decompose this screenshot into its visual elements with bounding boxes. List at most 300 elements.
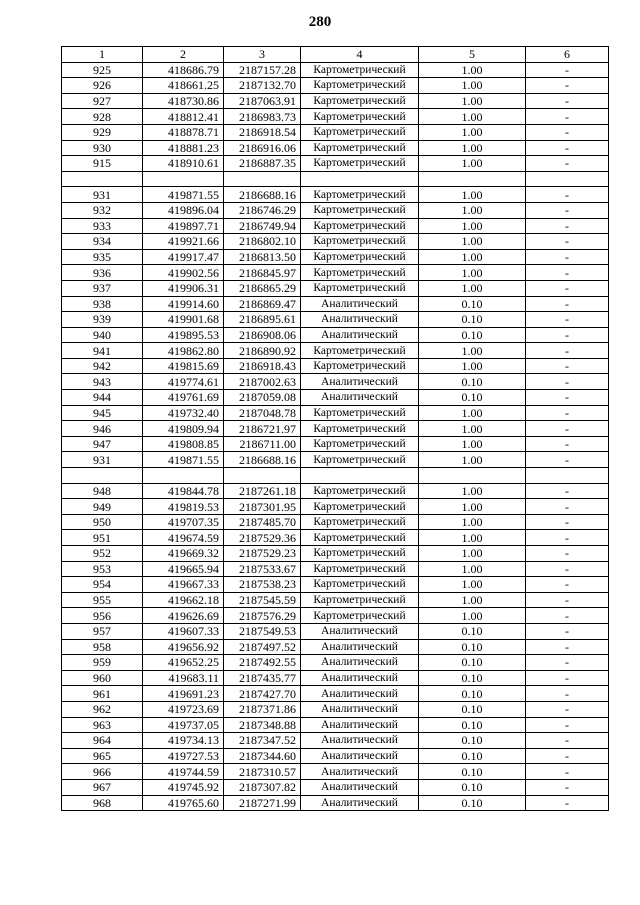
accuracy-cell bbox=[419, 171, 526, 187]
accuracy-cell: 1.00 bbox=[419, 421, 526, 437]
y-coordinate-cell: 2187533.67 bbox=[224, 561, 301, 577]
table-row bbox=[62, 296, 609, 312]
y-coordinate-cell: 2186845.97 bbox=[224, 265, 301, 281]
x-coordinate-cell: 418661.25 bbox=[143, 78, 224, 94]
table-row bbox=[62, 655, 609, 671]
y-coordinate-cell: 2187485.70 bbox=[224, 514, 301, 530]
x-coordinate-cell: 419607.33 bbox=[143, 623, 224, 639]
accuracy-cell: 1.00 bbox=[419, 530, 526, 546]
note-cell: - bbox=[526, 436, 609, 452]
accuracy-cell: 1.00 bbox=[419, 78, 526, 94]
x-coordinate-cell: 419669.32 bbox=[143, 546, 224, 562]
y-coordinate-cell: 2187132.70 bbox=[224, 78, 301, 94]
point-number-cell: 950 bbox=[62, 514, 143, 530]
column-header: 5 bbox=[419, 47, 526, 63]
x-coordinate-cell: 418730.86 bbox=[143, 93, 224, 109]
coordinates-table bbox=[61, 46, 609, 811]
accuracy-cell: 1.00 bbox=[419, 436, 526, 452]
accuracy-cell: 1.00 bbox=[419, 265, 526, 281]
note-cell: - bbox=[526, 156, 609, 172]
point-number-cell: 928 bbox=[62, 109, 143, 125]
method-cell: Аналитический bbox=[301, 686, 419, 702]
point-number-cell: 933 bbox=[62, 218, 143, 234]
table-row bbox=[62, 249, 609, 265]
note-cell: - bbox=[526, 249, 609, 265]
note-cell: - bbox=[526, 530, 609, 546]
point-number-cell: 961 bbox=[62, 686, 143, 702]
accuracy-cell: 1.00 bbox=[419, 514, 526, 530]
note-cell: - bbox=[526, 779, 609, 795]
note-cell: - bbox=[526, 717, 609, 733]
note-cell: - bbox=[526, 218, 609, 234]
method-cell: Картометрический bbox=[301, 608, 419, 624]
y-coordinate-cell: 2187497.52 bbox=[224, 639, 301, 655]
page-number: 280 bbox=[308, 14, 332, 30]
table-row bbox=[62, 312, 609, 328]
method-cell: Картометрический bbox=[301, 78, 419, 94]
x-coordinate-cell: 419691.23 bbox=[143, 686, 224, 702]
x-coordinate-cell: 419732.40 bbox=[143, 405, 224, 421]
y-coordinate-cell: 2187576.29 bbox=[224, 608, 301, 624]
point-number-cell: 956 bbox=[62, 608, 143, 624]
table-row bbox=[62, 436, 609, 452]
method-cell: Картометрический bbox=[301, 499, 419, 515]
x-coordinate-cell: 419683.11 bbox=[143, 670, 224, 686]
y-coordinate-cell bbox=[224, 171, 301, 187]
method-cell: Аналитический bbox=[301, 296, 419, 312]
accuracy-cell: 1.00 bbox=[419, 93, 526, 109]
y-coordinate-cell: 2186983.73 bbox=[224, 109, 301, 125]
y-coordinate-cell: 2187435.77 bbox=[224, 670, 301, 686]
table-row bbox=[62, 748, 609, 764]
y-coordinate-cell: 2187344.60 bbox=[224, 748, 301, 764]
point-number-cell: 927 bbox=[62, 93, 143, 109]
point-number-cell: 949 bbox=[62, 499, 143, 515]
method-cell: Картометрический bbox=[301, 421, 419, 437]
accuracy-cell: 0.10 bbox=[419, 779, 526, 795]
x-coordinate-cell: 419656.92 bbox=[143, 639, 224, 655]
method-cell: Картометрический bbox=[301, 436, 419, 452]
accuracy-cell: 1.00 bbox=[419, 483, 526, 499]
y-coordinate-cell: 2187545.59 bbox=[224, 592, 301, 608]
column-header: 2 bbox=[143, 47, 224, 63]
y-coordinate-cell: 2186749.94 bbox=[224, 218, 301, 234]
note-cell: - bbox=[526, 405, 609, 421]
table-row bbox=[62, 639, 609, 655]
x-coordinate-cell: 419815.69 bbox=[143, 358, 224, 374]
method-cell: Картометрический bbox=[301, 187, 419, 203]
point-number-cell: 955 bbox=[62, 592, 143, 608]
accuracy-cell: 0.10 bbox=[419, 655, 526, 671]
table-row bbox=[62, 717, 609, 733]
point-number-cell: 944 bbox=[62, 390, 143, 406]
accuracy-cell: 1.00 bbox=[419, 499, 526, 515]
table-row bbox=[62, 140, 609, 156]
y-coordinate-cell: 2186890.92 bbox=[224, 343, 301, 359]
x-coordinate-cell bbox=[143, 171, 224, 187]
note-cell: - bbox=[526, 577, 609, 593]
y-coordinate-cell: 2186895.61 bbox=[224, 312, 301, 328]
table-row bbox=[62, 405, 609, 421]
table-row bbox=[62, 468, 609, 484]
column-header: 6 bbox=[526, 47, 609, 63]
y-coordinate-cell: 2186746.29 bbox=[224, 202, 301, 218]
table-row bbox=[62, 358, 609, 374]
x-coordinate-cell: 419665.94 bbox=[143, 561, 224, 577]
note-cell: - bbox=[526, 546, 609, 562]
y-coordinate-cell: 2187549.53 bbox=[224, 623, 301, 639]
table-row bbox=[62, 499, 609, 515]
y-coordinate-cell: 2187307.82 bbox=[224, 779, 301, 795]
method-cell: Аналитический bbox=[301, 670, 419, 686]
accuracy-cell: 1.00 bbox=[419, 577, 526, 593]
column-header: 4 bbox=[301, 47, 419, 63]
method-cell: Картометрический bbox=[301, 530, 419, 546]
point-number-cell: 965 bbox=[62, 748, 143, 764]
method-cell: Аналитический bbox=[301, 764, 419, 780]
x-coordinate-cell: 419897.71 bbox=[143, 218, 224, 234]
point-number-cell: 940 bbox=[62, 327, 143, 343]
y-coordinate-cell bbox=[224, 468, 301, 484]
point-number-cell: 925 bbox=[62, 62, 143, 78]
table-row bbox=[62, 421, 609, 437]
accuracy-cell: 1.00 bbox=[419, 124, 526, 140]
x-coordinate-cell: 419707.35 bbox=[143, 514, 224, 530]
point-number-cell: 941 bbox=[62, 343, 143, 359]
method-cell: Аналитический bbox=[301, 733, 419, 749]
note-cell: - bbox=[526, 561, 609, 577]
note-cell: - bbox=[526, 701, 609, 717]
table-row bbox=[62, 483, 609, 499]
y-coordinate-cell: 2186918.54 bbox=[224, 124, 301, 140]
x-coordinate-cell: 419662.18 bbox=[143, 592, 224, 608]
note-cell: - bbox=[526, 202, 609, 218]
y-coordinate-cell: 2187271.99 bbox=[224, 795, 301, 811]
accuracy-cell: 0.10 bbox=[419, 374, 526, 390]
table-row bbox=[62, 265, 609, 281]
note-cell: - bbox=[526, 686, 609, 702]
y-coordinate-cell: 2187157.28 bbox=[224, 62, 301, 78]
table-row bbox=[62, 78, 609, 94]
accuracy-cell: 0.10 bbox=[419, 296, 526, 312]
note-cell: - bbox=[526, 623, 609, 639]
note-cell: - bbox=[526, 608, 609, 624]
note-cell: - bbox=[526, 514, 609, 530]
method-cell: Аналитический bbox=[301, 655, 419, 671]
table-header-row bbox=[62, 47, 609, 63]
method-cell: Картометрический bbox=[301, 561, 419, 577]
note-cell: - bbox=[526, 78, 609, 94]
y-coordinate-cell: 2186916.06 bbox=[224, 140, 301, 156]
point-number-cell: 947 bbox=[62, 436, 143, 452]
point-number-cell: 937 bbox=[62, 280, 143, 296]
point-number-cell: 930 bbox=[62, 140, 143, 156]
note-cell: - bbox=[526, 452, 609, 468]
x-coordinate-cell: 419774.61 bbox=[143, 374, 224, 390]
method-cell: Картометрический bbox=[301, 483, 419, 499]
table-row bbox=[62, 608, 609, 624]
accuracy-cell: 1.00 bbox=[419, 234, 526, 250]
accuracy-cell: 1.00 bbox=[419, 249, 526, 265]
method-cell: Аналитический bbox=[301, 639, 419, 655]
accuracy-cell: 1.00 bbox=[419, 140, 526, 156]
table-row bbox=[62, 327, 609, 343]
point-number-cell: 954 bbox=[62, 577, 143, 593]
method-cell bbox=[301, 468, 419, 484]
method-cell: Аналитический bbox=[301, 390, 419, 406]
y-coordinate-cell: 2186721.97 bbox=[224, 421, 301, 437]
x-coordinate-cell: 419895.53 bbox=[143, 327, 224, 343]
table-row bbox=[62, 109, 609, 125]
method-cell: Картометрический bbox=[301, 514, 419, 530]
table-row bbox=[62, 124, 609, 140]
y-coordinate-cell: 2187347.52 bbox=[224, 733, 301, 749]
y-coordinate-cell: 2186688.16 bbox=[224, 187, 301, 203]
accuracy-cell: 0.10 bbox=[419, 670, 526, 686]
note-cell: - bbox=[526, 140, 609, 156]
table-row bbox=[62, 779, 609, 795]
x-coordinate-cell: 419871.55 bbox=[143, 452, 224, 468]
point-number-cell: 964 bbox=[62, 733, 143, 749]
accuracy-cell: 0.10 bbox=[419, 327, 526, 343]
x-coordinate-cell: 419809.94 bbox=[143, 421, 224, 437]
note-cell: - bbox=[526, 374, 609, 390]
y-coordinate-cell: 2187348.88 bbox=[224, 717, 301, 733]
note-cell: - bbox=[526, 265, 609, 281]
x-coordinate-cell: 419906.31 bbox=[143, 280, 224, 296]
y-coordinate-cell: 2187261.18 bbox=[224, 483, 301, 499]
method-cell: Картометрический bbox=[301, 249, 419, 265]
point-number-cell: 939 bbox=[62, 312, 143, 328]
note-cell: - bbox=[526, 499, 609, 515]
table-body bbox=[62, 62, 609, 811]
x-coordinate-cell: 419744.59 bbox=[143, 764, 224, 780]
method-cell: Картометрический bbox=[301, 234, 419, 250]
note-cell: - bbox=[526, 296, 609, 312]
point-number-cell: 948 bbox=[62, 483, 143, 499]
table-row bbox=[62, 530, 609, 546]
note-cell: - bbox=[526, 343, 609, 359]
table-row bbox=[62, 561, 609, 577]
accuracy-cell: 1.00 bbox=[419, 452, 526, 468]
table-row bbox=[62, 670, 609, 686]
accuracy-cell: 1.00 bbox=[419, 280, 526, 296]
y-coordinate-cell: 2187529.23 bbox=[224, 546, 301, 562]
x-coordinate-cell: 419652.25 bbox=[143, 655, 224, 671]
method-cell: Аналитический bbox=[301, 623, 419, 639]
note-cell: - bbox=[526, 748, 609, 764]
x-coordinate-cell: 418878.71 bbox=[143, 124, 224, 140]
point-number-cell: 915 bbox=[62, 156, 143, 172]
point-number-cell: 967 bbox=[62, 779, 143, 795]
point-number-cell: 951 bbox=[62, 530, 143, 546]
x-coordinate-cell: 419896.04 bbox=[143, 202, 224, 218]
y-coordinate-cell: 2187529.36 bbox=[224, 530, 301, 546]
method-cell: Картометрический bbox=[301, 140, 419, 156]
x-coordinate-cell: 419808.85 bbox=[143, 436, 224, 452]
point-number-cell: 966 bbox=[62, 764, 143, 780]
x-coordinate-cell: 419727.53 bbox=[143, 748, 224, 764]
accuracy-cell: 0.10 bbox=[419, 717, 526, 733]
point-number-cell: 957 bbox=[62, 623, 143, 639]
note-cell: - bbox=[526, 655, 609, 671]
point-number-cell: 959 bbox=[62, 655, 143, 671]
accuracy-cell: 1.00 bbox=[419, 109, 526, 125]
point-number-cell: 943 bbox=[62, 374, 143, 390]
y-coordinate-cell: 2186711.00 bbox=[224, 436, 301, 452]
accuracy-cell: 0.10 bbox=[419, 312, 526, 328]
note-cell: - bbox=[526, 109, 609, 125]
note-cell: - bbox=[526, 234, 609, 250]
note-cell: - bbox=[526, 327, 609, 343]
table-row bbox=[62, 374, 609, 390]
accuracy-cell: 1.00 bbox=[419, 358, 526, 374]
accuracy-cell bbox=[419, 468, 526, 484]
point-number-cell: 931 bbox=[62, 452, 143, 468]
point-number-cell: 962 bbox=[62, 701, 143, 717]
accuracy-cell: 1.00 bbox=[419, 202, 526, 218]
x-coordinate-cell: 419901.68 bbox=[143, 312, 224, 328]
table-row bbox=[62, 187, 609, 203]
y-coordinate-cell: 2186813.50 bbox=[224, 249, 301, 265]
table-row bbox=[62, 577, 609, 593]
accuracy-cell: 1.00 bbox=[419, 405, 526, 421]
accuracy-cell: 1.00 bbox=[419, 218, 526, 234]
accuracy-cell: 0.10 bbox=[419, 795, 526, 811]
x-coordinate-cell: 419667.33 bbox=[143, 577, 224, 593]
point-number-cell: 929 bbox=[62, 124, 143, 140]
accuracy-cell: 0.10 bbox=[419, 639, 526, 655]
table-row bbox=[62, 202, 609, 218]
table-row bbox=[62, 156, 609, 172]
point-number-cell: 938 bbox=[62, 296, 143, 312]
table-row bbox=[62, 171, 609, 187]
y-coordinate-cell: 2187048.78 bbox=[224, 405, 301, 421]
note-cell: - bbox=[526, 312, 609, 328]
table-row bbox=[62, 623, 609, 639]
x-coordinate-cell: 419626.69 bbox=[143, 608, 224, 624]
y-coordinate-cell: 2187301.95 bbox=[224, 499, 301, 515]
table-row bbox=[62, 592, 609, 608]
point-number-cell: 946 bbox=[62, 421, 143, 437]
table-row bbox=[62, 733, 609, 749]
table-row bbox=[62, 795, 609, 811]
point-number-cell: 945 bbox=[62, 405, 143, 421]
point-number-cell: 942 bbox=[62, 358, 143, 374]
method-cell: Картометрический bbox=[301, 592, 419, 608]
point-number-cell: 953 bbox=[62, 561, 143, 577]
accuracy-cell: 1.00 bbox=[419, 592, 526, 608]
accuracy-cell: 1.00 bbox=[419, 561, 526, 577]
method-cell: Картометрический bbox=[301, 358, 419, 374]
method-cell: Картометрический bbox=[301, 109, 419, 125]
y-coordinate-cell: 2187492.55 bbox=[224, 655, 301, 671]
x-coordinate-cell: 419921.66 bbox=[143, 234, 224, 250]
method-cell: Картометрический bbox=[301, 265, 419, 281]
accuracy-cell: 1.00 bbox=[419, 343, 526, 359]
method-cell: Картометрический bbox=[301, 124, 419, 140]
y-coordinate-cell: 2187002.63 bbox=[224, 374, 301, 390]
accuracy-cell: 1.00 bbox=[419, 187, 526, 203]
table-row bbox=[62, 514, 609, 530]
method-cell: Аналитический bbox=[301, 312, 419, 328]
method-cell: Картометрический bbox=[301, 452, 419, 468]
note-cell: - bbox=[526, 187, 609, 203]
accuracy-cell: 1.00 bbox=[419, 62, 526, 78]
point-number-cell: 926 bbox=[62, 78, 143, 94]
point-number-cell: 935 bbox=[62, 249, 143, 265]
x-coordinate-cell: 419844.78 bbox=[143, 483, 224, 499]
x-coordinate-cell: 419765.60 bbox=[143, 795, 224, 811]
note-cell: - bbox=[526, 421, 609, 437]
note-cell: - bbox=[526, 795, 609, 811]
x-coordinate-cell: 418881.23 bbox=[143, 140, 224, 156]
accuracy-cell: 0.10 bbox=[419, 686, 526, 702]
x-coordinate-cell: 418686.79 bbox=[143, 62, 224, 78]
x-coordinate-cell: 419737.05 bbox=[143, 717, 224, 733]
method-cell: Аналитический bbox=[301, 748, 419, 764]
note-cell: - bbox=[526, 390, 609, 406]
note-cell: - bbox=[526, 764, 609, 780]
y-coordinate-cell: 2186802.10 bbox=[224, 234, 301, 250]
method-cell bbox=[301, 171, 419, 187]
method-cell: Аналитический bbox=[301, 795, 419, 811]
method-cell: Аналитический bbox=[301, 327, 419, 343]
accuracy-cell: 1.00 bbox=[419, 546, 526, 562]
method-cell: Картометрический bbox=[301, 156, 419, 172]
y-coordinate-cell: 2186688.16 bbox=[224, 452, 301, 468]
x-coordinate-cell: 418812.41 bbox=[143, 109, 224, 125]
table-row bbox=[62, 343, 609, 359]
note-cell: - bbox=[526, 483, 609, 499]
method-cell: Аналитический bbox=[301, 701, 419, 717]
accuracy-cell: 0.10 bbox=[419, 623, 526, 639]
x-coordinate-cell: 419862.80 bbox=[143, 343, 224, 359]
y-coordinate-cell: 2186869.47 bbox=[224, 296, 301, 312]
accuracy-cell: 1.00 bbox=[419, 608, 526, 624]
x-coordinate-cell: 419674.59 bbox=[143, 530, 224, 546]
method-cell: Картометрический bbox=[301, 577, 419, 593]
point-number-cell bbox=[62, 171, 143, 187]
table-row bbox=[62, 93, 609, 109]
point-number-cell bbox=[62, 468, 143, 484]
note-cell: - bbox=[526, 280, 609, 296]
y-coordinate-cell: 2186865.29 bbox=[224, 280, 301, 296]
x-coordinate-cell: 419902.56 bbox=[143, 265, 224, 281]
note-cell: - bbox=[526, 639, 609, 655]
y-coordinate-cell: 2186887.35 bbox=[224, 156, 301, 172]
accuracy-cell: 0.10 bbox=[419, 733, 526, 749]
method-cell: Аналитический bbox=[301, 717, 419, 733]
method-cell: Аналитический bbox=[301, 374, 419, 390]
y-coordinate-cell: 2187310.57 bbox=[224, 764, 301, 780]
table-row bbox=[62, 234, 609, 250]
note-cell: - bbox=[526, 670, 609, 686]
x-coordinate-cell: 418910.61 bbox=[143, 156, 224, 172]
table-row bbox=[62, 452, 609, 468]
point-number-cell: 936 bbox=[62, 265, 143, 281]
method-cell: Картометрический bbox=[301, 546, 419, 562]
accuracy-cell: 0.10 bbox=[419, 701, 526, 717]
point-number-cell: 963 bbox=[62, 717, 143, 733]
note-cell bbox=[526, 468, 609, 484]
point-number-cell: 934 bbox=[62, 234, 143, 250]
note-cell: - bbox=[526, 358, 609, 374]
method-cell: Картометрический bbox=[301, 62, 419, 78]
method-cell: Картометрический bbox=[301, 343, 419, 359]
table-row bbox=[62, 686, 609, 702]
point-number-cell: 968 bbox=[62, 795, 143, 811]
